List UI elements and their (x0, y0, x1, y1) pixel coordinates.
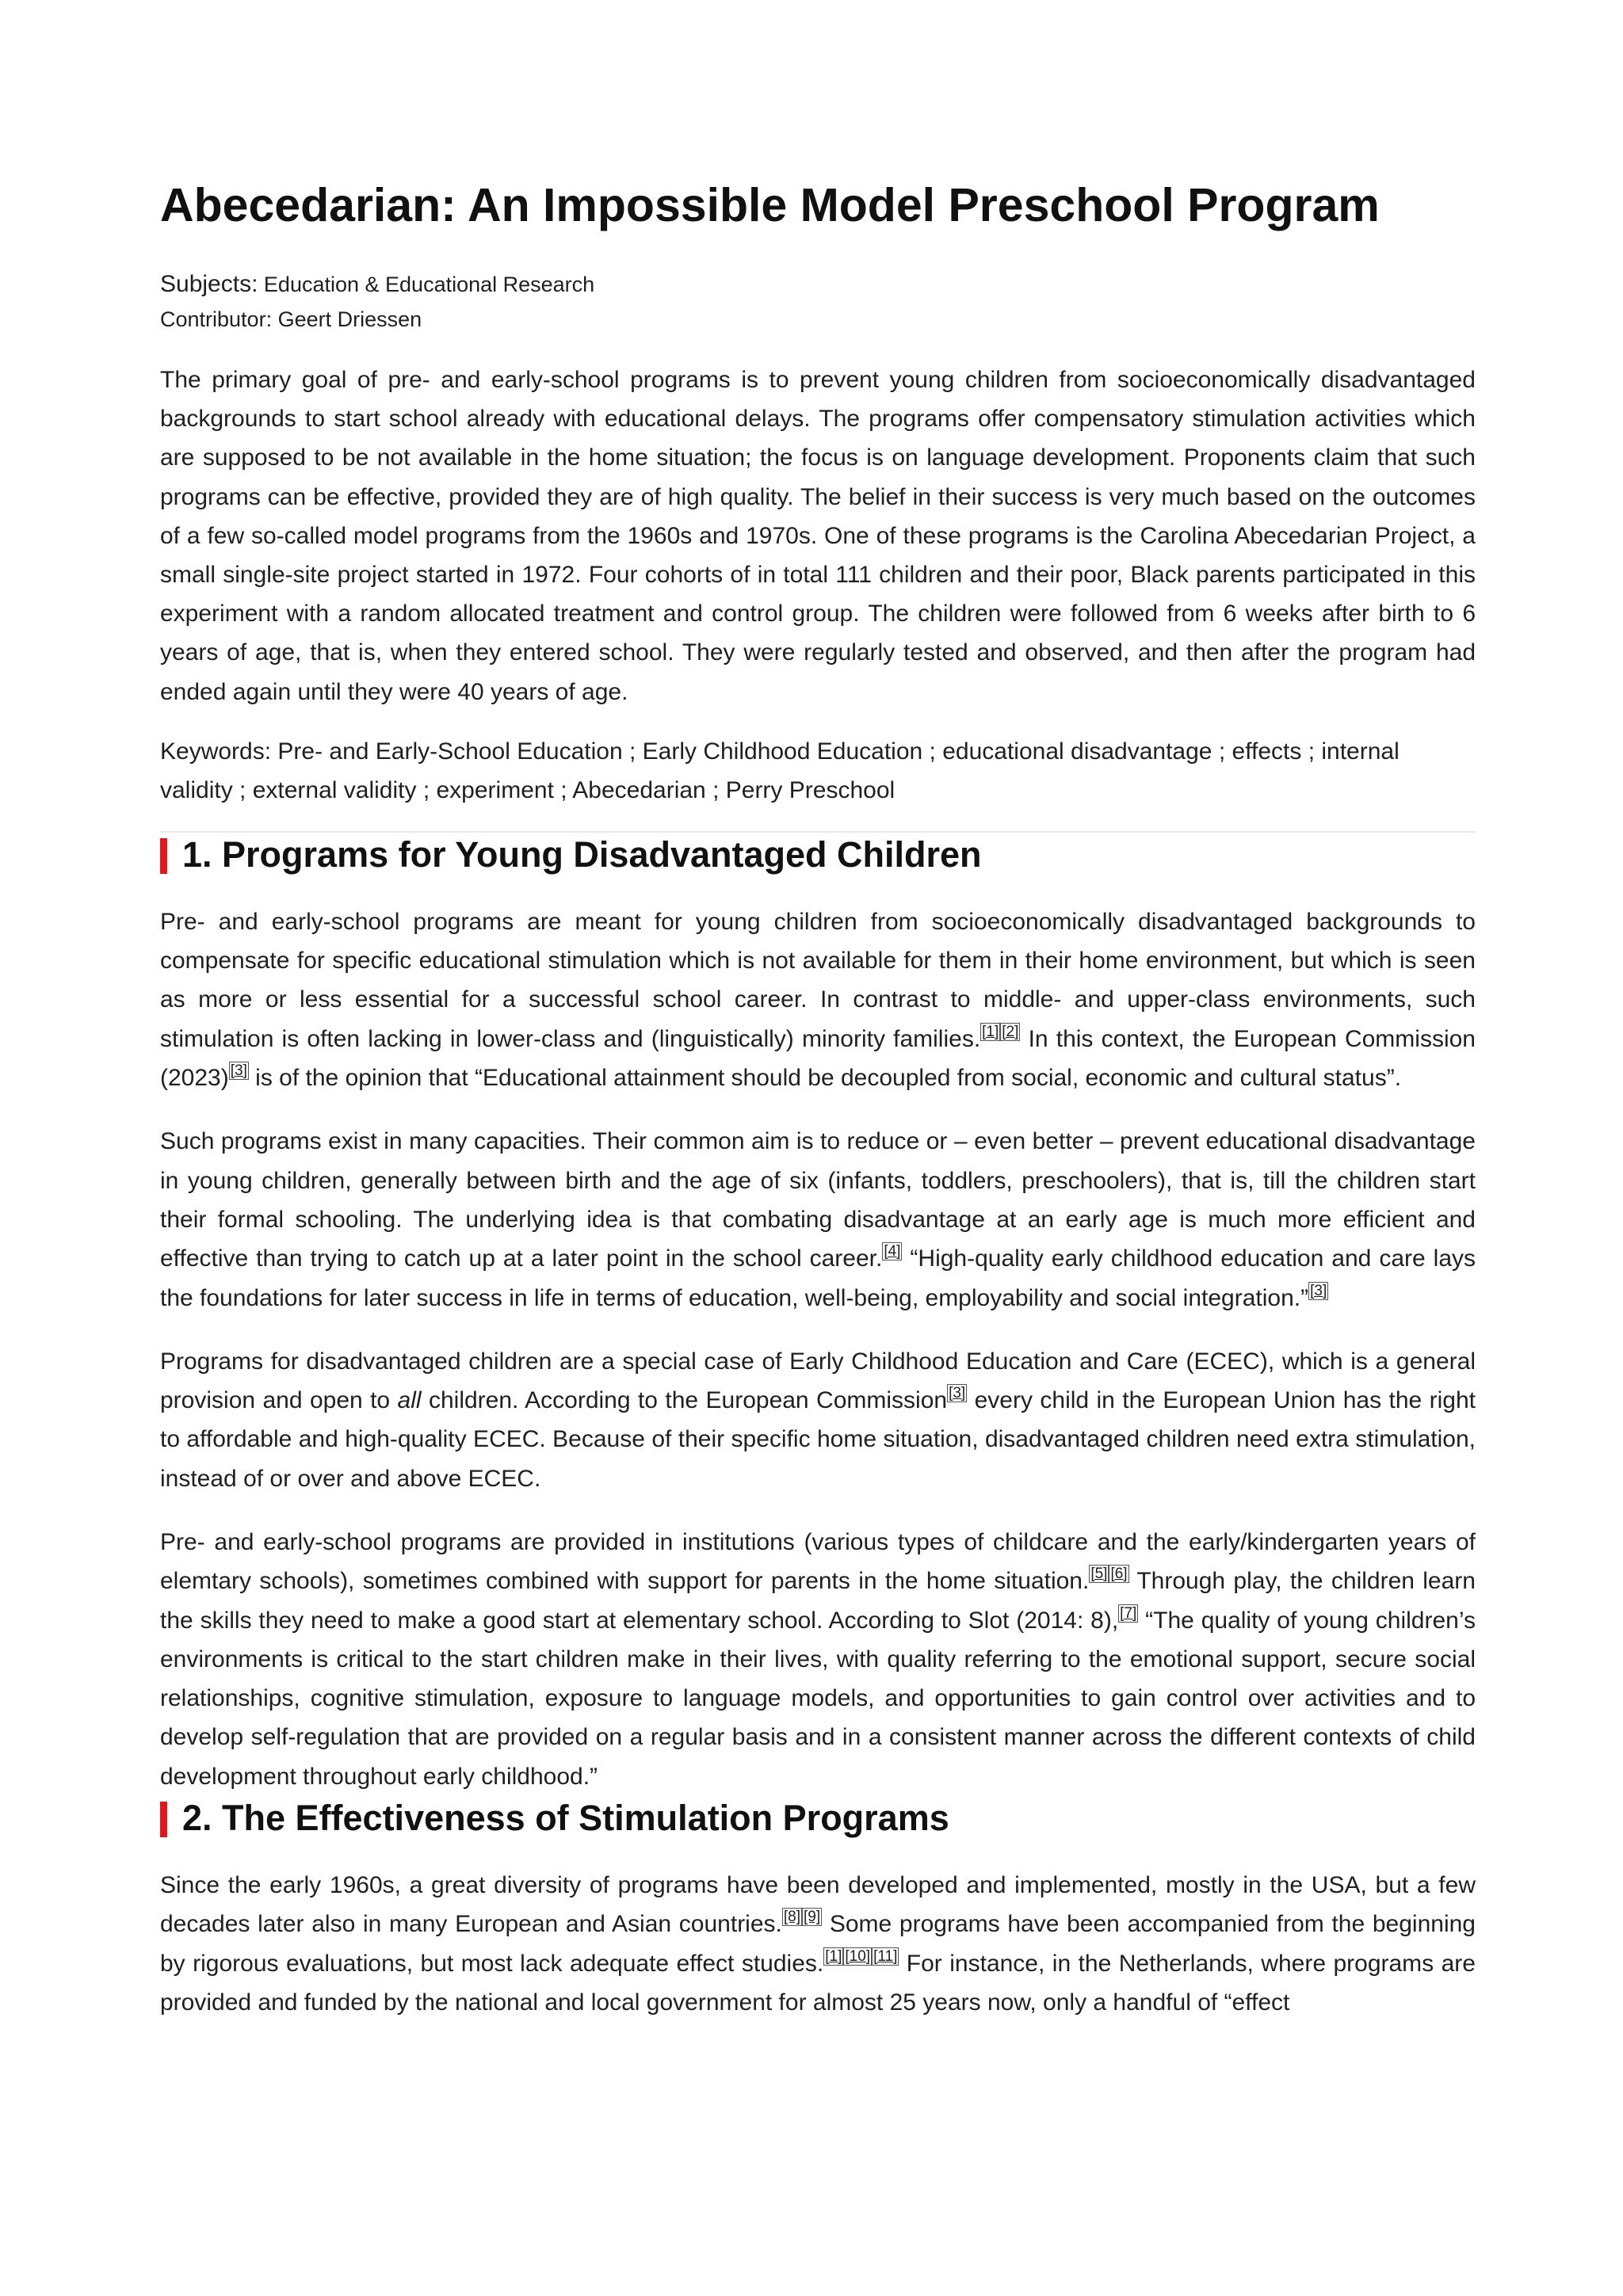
paragraph-text: Some programs have been accompanied from the beginning by rigorous evaluations, but most lack adequate effect studies. (160, 1911, 1476, 1977)
keyword-item[interactable]: Pre- and Early-School Education ; (277, 738, 642, 765)
paragraph-text: Pre- and early-school programs are provided in institutions (various types of childcare and the early/kindergarten years of elemtary schools), sometimes combined with support for parents in the home situation. (160, 1528, 1476, 1595)
citation-ref[interactable]: [8] (783, 1909, 800, 1926)
keyword-item[interactable]: experiment ; (437, 777, 573, 803)
paragraph-text: “The quality of young children’s environments is critical to the start children make in their lives, with quality referring to the emotional support, secure social relationships, cognitive stimulation, exposure to language models, and opportunities to gain control over activities and to develop self-regulation that are provided on a regular basis and in a consistent manner across the different contexts of child development throughout early childhood.” (160, 1607, 1476, 1790)
keyword-item[interactable]: effects ; (1232, 738, 1322, 765)
citation-ref[interactable]: [10] (845, 1947, 871, 1965)
subjects-line (160, 267, 1476, 302)
citation-ref[interactable]: [9] (804, 1909, 821, 1926)
section-heading-1: 1. Programs for Young Disadvantaged Children (160, 833, 1476, 877)
citation-ref[interactable]: [1] (825, 1947, 842, 1965)
citation-ref[interactable]: [3] (230, 1062, 247, 1080)
paragraph-text: For instance, in the Netherlands, where programs are provided and funded by the national and local government for almost 25 years now, only a handful of “effect (160, 1950, 1476, 2016)
keyword-item[interactable]: internal validity ; (160, 738, 1400, 804)
keywords (160, 732, 1476, 810)
paragraph-text: every child in the European Union has the right to affordable and high-quality ECEC. Because of their specific home situation, disadvantaged children need extra stimulation, instead of or over and above ECEC. (160, 1387, 1476, 1492)
citation-ref[interactable]: [2] (1002, 1023, 1019, 1040)
citation-ref[interactable]: [7] (1120, 1604, 1137, 1622)
citation-ref[interactable]: [3] (1310, 1282, 1327, 1299)
keyword-item[interactable]: educational disadvantage ; (942, 738, 1232, 765)
citation-ref[interactable]: [1] (982, 1023, 999, 1040)
section-2-paragraph-1 (160, 1866, 1476, 2022)
emphasis-text: all (397, 1387, 422, 1414)
abstract: The primary goal of pre- and early-school programs is to prevent young children from socioeconomically disadvantaged backgrounds to start school already with educational delays. The programs offer compensatory stimulation activities which are supposed to be not available in the home situation; the focus is on language development. Proponents claim that such programs can be effective, provided they are of high quality. The belief in their success is very much based on the outcomes of a few so-called model programs from the 1960s and 1970s. One of these programs is the Carolina Abecedarian Project, a small single-site project started in 1972. Four cohorts of in total 111 children and their poor, Black parents participated in this experiment with a random allocated treatment and control group. The children were followed from 6 weeks after birth to 6 years of age, that is, when they entered school. They were regularly tested and observed, and then after the program had ended again until they were 40 years of age. (160, 367, 1476, 705)
paragraph-text: Programs for disadvantaged children are a special case of Early Childhood Education and Care (ECEC), which is a general provision and open to (160, 1348, 1476, 1414)
paragraph-text: Such programs exist in many capacities. Their common aim is to reduce or – even better – prevent educational disadvantage in young children, generally between birth and the age of six (infants, toddlers, preschoolers), that is, till the children start their formal schooling. The underlying idea is that combating disadvantage at an early age is much more efficient and effective than trying to catch up at a later point in the school career. (160, 1128, 1476, 1272)
contributor-line: Contributor: Geert Driessen (160, 307, 422, 331)
section-1-paragraph-1 (160, 902, 1476, 1097)
keywords-list (160, 738, 1400, 804)
article-title: Abecedarian: An Impossible Model Preschool Program (160, 179, 1380, 231)
citation-ref[interactable]: [5] (1090, 1566, 1108, 1583)
keyword-item[interactable]: Abecedarian ; (572, 777, 725, 803)
section-1-paragraph-4 (160, 1523, 1476, 1796)
section-heading-2: 2. The Effectiveness of Stimulation Programs (160, 1796, 1476, 1840)
paragraph-text: Since the early 1960s, a great diversity of programs have been developed and implemented, mostly in the USA, but a few decades later also in many European and Asian countries. (160, 1872, 1476, 1938)
citation-ref[interactable]: [11] (873, 1947, 898, 1965)
citation-ref[interactable]: [4] (884, 1243, 901, 1261)
paragraph-text: “High-quality early childhood education and care lays the foundations for later success in life in terms of education, well-being, employability and social integration.” (160, 1245, 1476, 1311)
paragraph-text: children. According to the European Commission (421, 1387, 948, 1414)
keywords-label: Keywords: (160, 738, 278, 765)
keyword-item[interactable]: Perry Preschool (725, 777, 896, 804)
paragraph-text: Through play, the children learn the skills they need to make a good start at elementary school. According to Slot (2014: 8), (160, 1568, 1476, 1634)
paragraph-text: Pre- and early-school programs are meant for young children from socioeconomically disadvantaged backgrounds to compensate for specific educational stimulation which is not available for them in their home environment, but which is seen as more or less essential for a successful school career. In contrast to middle- and upper-class environments, such stimulation is often lacking in lower-class and (linguistically) minority families. (160, 908, 1476, 1052)
citation-ref[interactable]: [6] (1110, 1566, 1128, 1583)
subjects-label: Subjects: (160, 271, 258, 297)
paragraph-text: is of the opinion that “Educational attainment should be decoupled from social, economic and cultural status”. (248, 1065, 1402, 1092)
keyword-item[interactable]: Early Childhood Education ; (643, 738, 943, 765)
subjects-value[interactable]: Education & Educational Research (263, 273, 595, 296)
section-1-paragraph-3 (160, 1342, 1476, 1498)
paragraph-text: In this context, the European Commission (2023) (160, 1025, 1476, 1092)
section-1-paragraph-2 (160, 1122, 1476, 1317)
citation-ref[interactable]: [3] (949, 1385, 966, 1402)
keyword-item[interactable]: external validity ; (253, 777, 437, 803)
article-meta (160, 267, 1476, 337)
